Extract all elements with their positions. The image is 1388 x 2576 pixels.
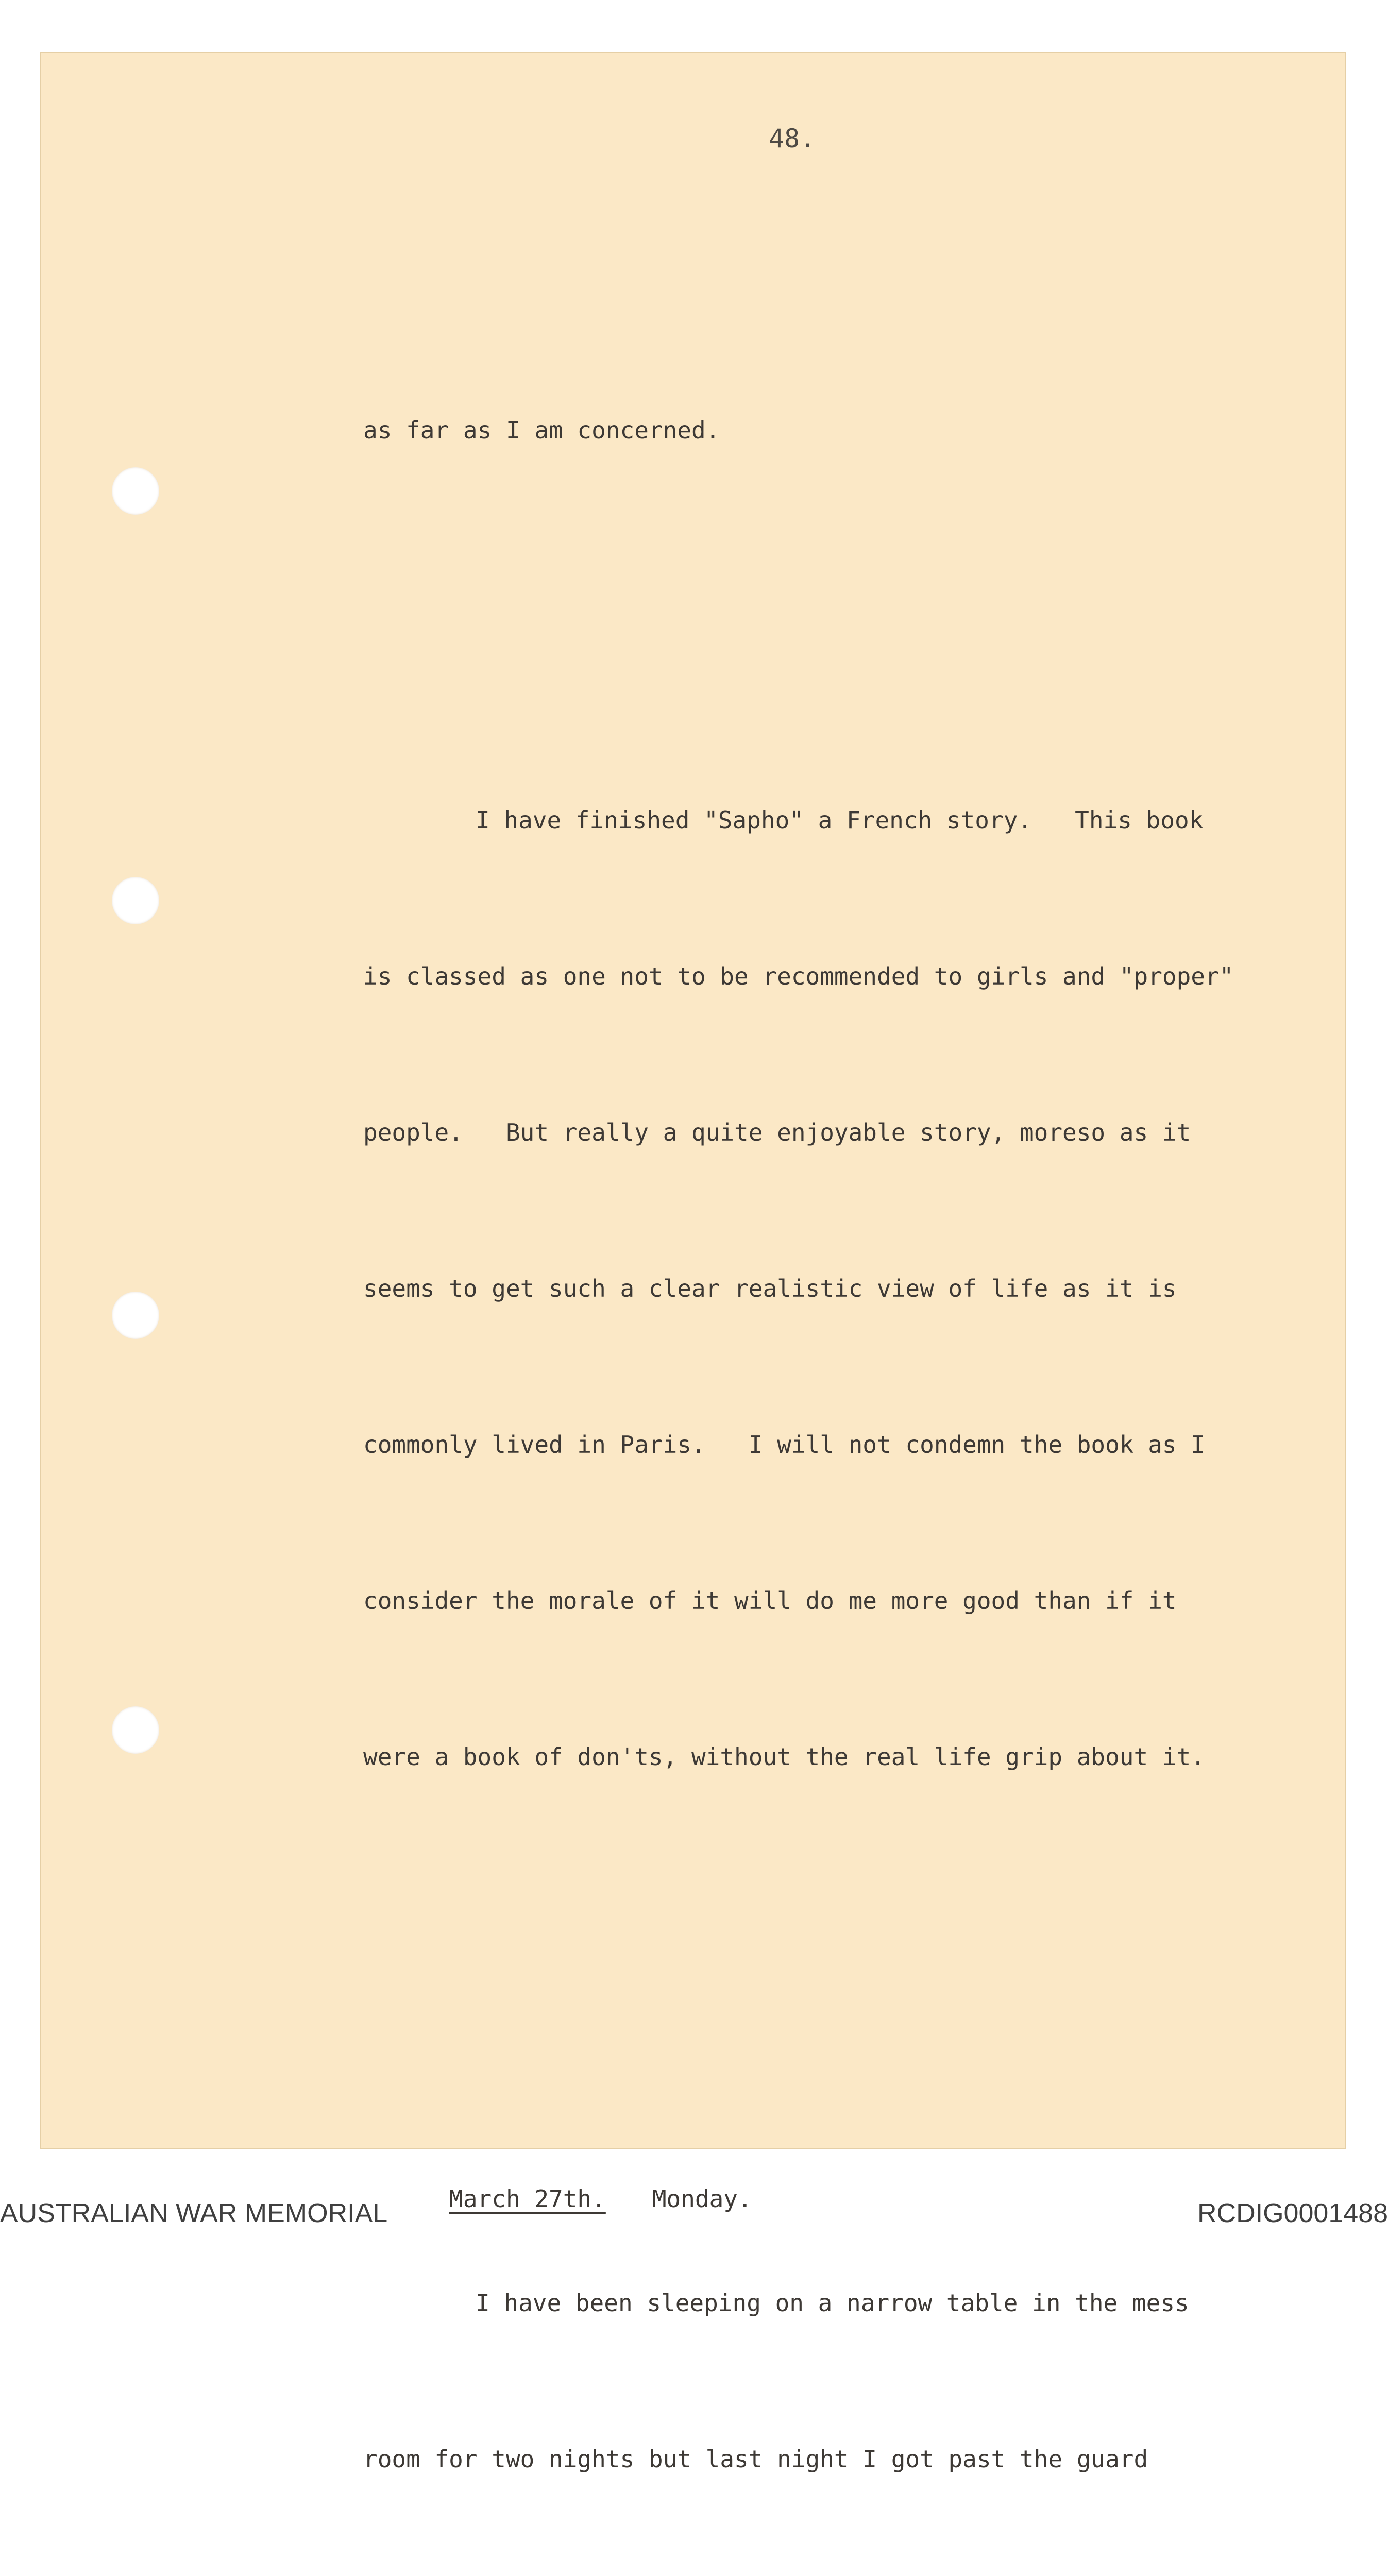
entry-date: March 27th. [449,2185,606,2213]
punch-hole [112,877,159,924]
text-line: I have finished "Sapho" a French story. This book [476,806,1204,834]
text-line: commonly lived in Paris. I will not condemn the book as I [363,1431,1205,1459]
text-line: people. But really a quite enjoyable story, moreso as it [363,1118,1191,1146]
text-line: room for two nights but last night I got past the guard [363,2445,1148,2473]
text-line: I have been sleeping on a narrow table in the mess [476,2289,1189,2317]
text-line: seems to get such a clear realistic view of life as it is [363,1275,1177,1302]
page-number: 48. [769,124,816,154]
text-line: is classed as one not to be recommended to girls and "proper" [363,962,1234,990]
entry-day: Monday. [652,2185,752,2213]
footer-institution: AUSTRALIAN WAR MEMORIAL [0,2198,388,2228]
footer-record-id: RCDIG0001488 [1197,2198,1388,2228]
punch-hole [112,467,159,515]
text-line: consider the morale of it will do me more good than if it [363,1587,1177,1615]
punch-hole [112,1706,159,1754]
text-line: were a book of don'ts, without the real life grip about it. [363,1743,1205,1771]
punch-hole [112,1292,159,1339]
text-line: as far as I am concerned. [363,416,720,444]
